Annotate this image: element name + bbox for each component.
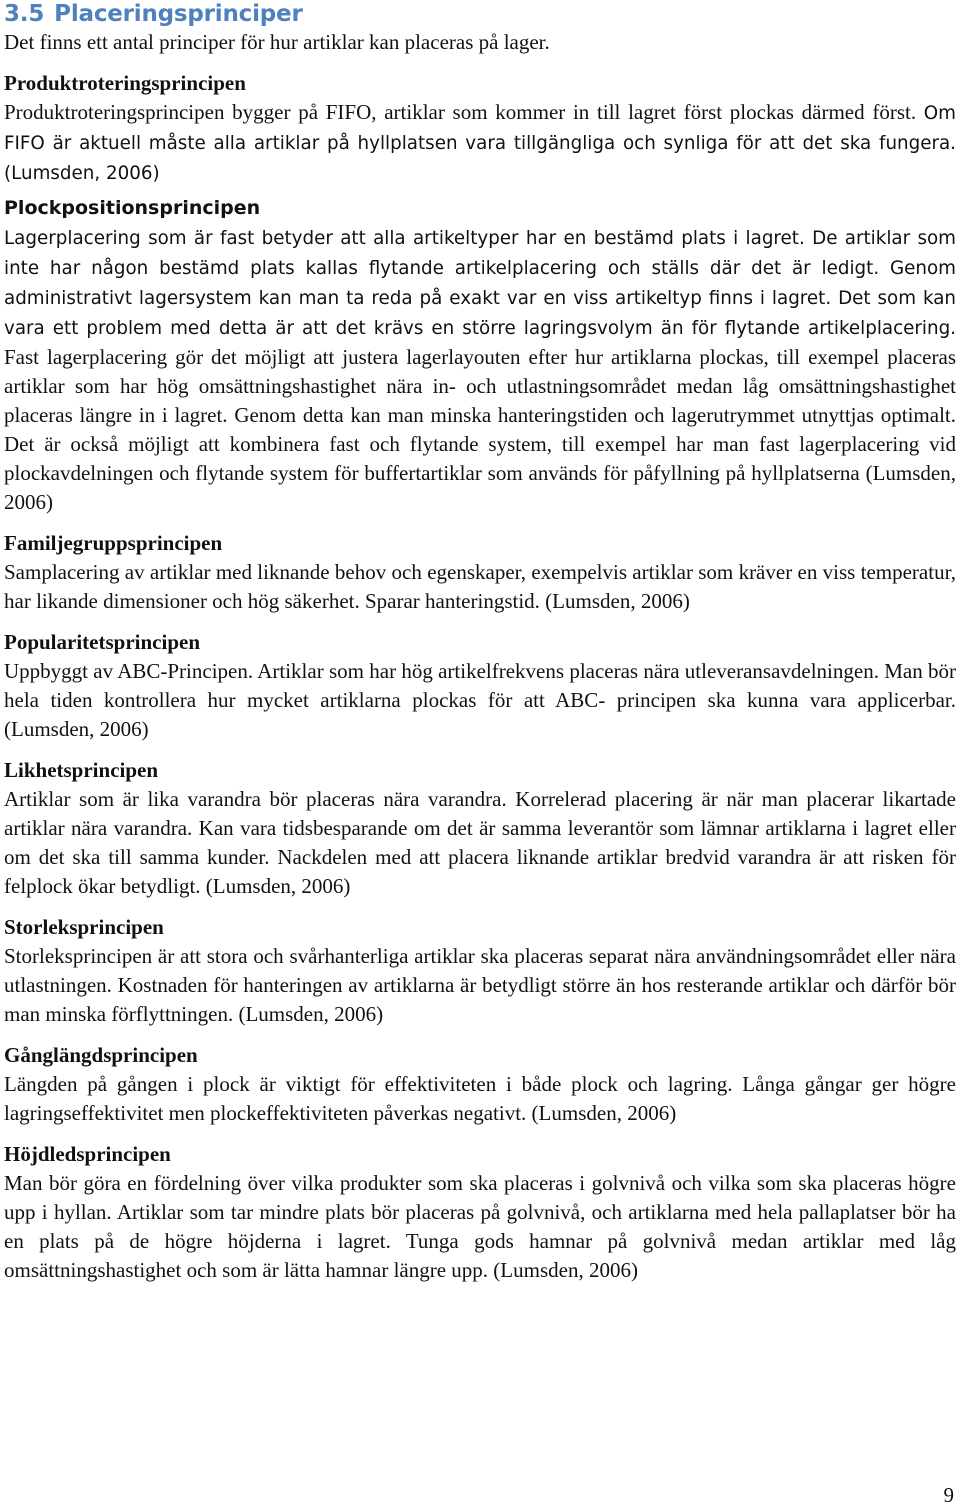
section-produktrotering [4,69,956,188]
subsection-body: Längden på gången i plock är viktigt för effektiviteten i både plock och lagring. Långa gångar ger högre lagringseffektivitet men plockeffektiviteten påverkas negativt. (Lumsden, 2006) [4,1072,956,1125]
section-title: Placeringsprinciper [54,1,303,27]
section-plockposition [4,194,956,517]
subsection-body: Artiklar som är lika varandra bör placeras nära varandra. Korrelerad placering är när man placerar likartade artiklar nära varandra. Kan vara tidsbesparande om det är samma leverantör som lämnar artiklarna i lagret eller om det ska till samma kunder. Nackdelen med att placera liknande artiklar bredvid varandra är att risken för felplock ökar betydligt. (Lumsden, 2006) [4,787,956,898]
subsection-title: Plockpositionsprincipen [4,197,261,219]
subsection-title: Höjdledsprincipen [4,1142,171,1166]
subsection-title: Storleksprincipen [4,915,164,939]
subsection-body: Uppbyggt av ABC-Principen. Artiklar som har hög artikelfrekvens placeras nära utleveransavdelningen. Man bör hela tiden kontrollera hur mycket artiklarna plockas för att ABC- principen ska kunna vara applicerbar. (Lumsden, 2006) [4,659,956,741]
subsection-body [4,223,956,517]
subsection-title: Familjegruppsprincipen [4,531,223,555]
body-part: Lagerplacering som är fast betyder att alla artikeltyper har en bestämd plats i lagret. De artiklar som inte har någon bestämd plats kallas flytande artikelplacering och ställs där det är ledigt. Genom administrativt lagersystem kan man ta reda på exakt var en viss artikeltyp finns i lagret. Det som kan vara ett problem med detta är att det krävs en större lagringsvolym än för flytande artikelplacering. [4,228,956,339]
section-familjegrupp [4,529,956,616]
body-part: Produktroteringsprincipen bygger på FIFO, artiklar som kommer in till lagret först plockas därmed först. [4,100,924,124]
section-heading [4,0,956,28]
subsection-title: Likhetsprincipen [4,758,159,782]
section-likhet [4,756,956,901]
subsection-title: Gånglängdsprincipen [4,1043,198,1067]
body-part: Om FIFO är aktuell måste alla artiklar på hyllplatsen vara tillgängliga och synliga för att det ska fungera. (Lumsden, 2006) [4,103,956,184]
page-number: 9 [943,1483,954,1507]
body-part: Fast lagerplacering gör det möjligt att justera lagerlayouten efter hur artiklarna plockas, till exempel placeras artiklar som har hög omsättningshastighet nära in- och utlastningsområdet medan låg omsättningshastighet placeras längre in i lagret. Genom detta kan man minska hanteringstiden och lagerutrymmet utnyttjas optimalt. Det är också möjligt att kombinera fast och flytande system, till exempel har man fast lagerplacering vid plockavdelningen och flytande system för buffertartiklar som används för påfyllning på hyllplatserna (Lumsden, 2006) [4,345,956,514]
section-ganglangd [4,1041,956,1128]
subsection-title: Produktroteringsprincipen [4,71,246,95]
section-popularitet [4,628,956,744]
subsection-body: Man bör göra en fördelning över vilka produkter som ska placeras i golvnivå och vilka som ska placeras högre upp i hyllan. Artiklar som tar mindre plats bör placeras på golvnivå, och artiklarna med hela pallaplatser bör ha en plats på de högre höjderna i lagret. Tunga gods hamnar på golvnivå medan artiklar med låg omsättningshastighet och som är lätta hamnar längre upp. (Lumsden, 2006) [4,1171,956,1282]
subsection-title: Popularitetsprincipen [4,630,201,654]
intro-paragraph: Det finns ett antal principer för hur artiklar kan placeras på lager. [4,30,550,54]
subsection-body: Storleksprincipen är att stora och svårhanterliga artiklar ska placeras separat nära användningsområdet eller nära utlastningen. Kostnaden för hanteringen av artiklarna är betydligt större än hos resterande artiklar och därför bör man minska förflyttningen. (Lumsden, 2006) [4,944,956,1026]
section-hojdled [4,1140,956,1285]
subsection-body: Samplacering av artiklar med liknande behov och egenskaper, exempelvis artiklar som kräver en viss temperatur, har likande dimensioner och hög säkerhet. Sparar hanteringstid. (Lumsden, 2006) [4,560,956,613]
section-number: 3.5 [4,1,45,27]
document-page [4,0,956,1285]
subsection-body [4,98,956,188]
section-storlek [4,913,956,1029]
